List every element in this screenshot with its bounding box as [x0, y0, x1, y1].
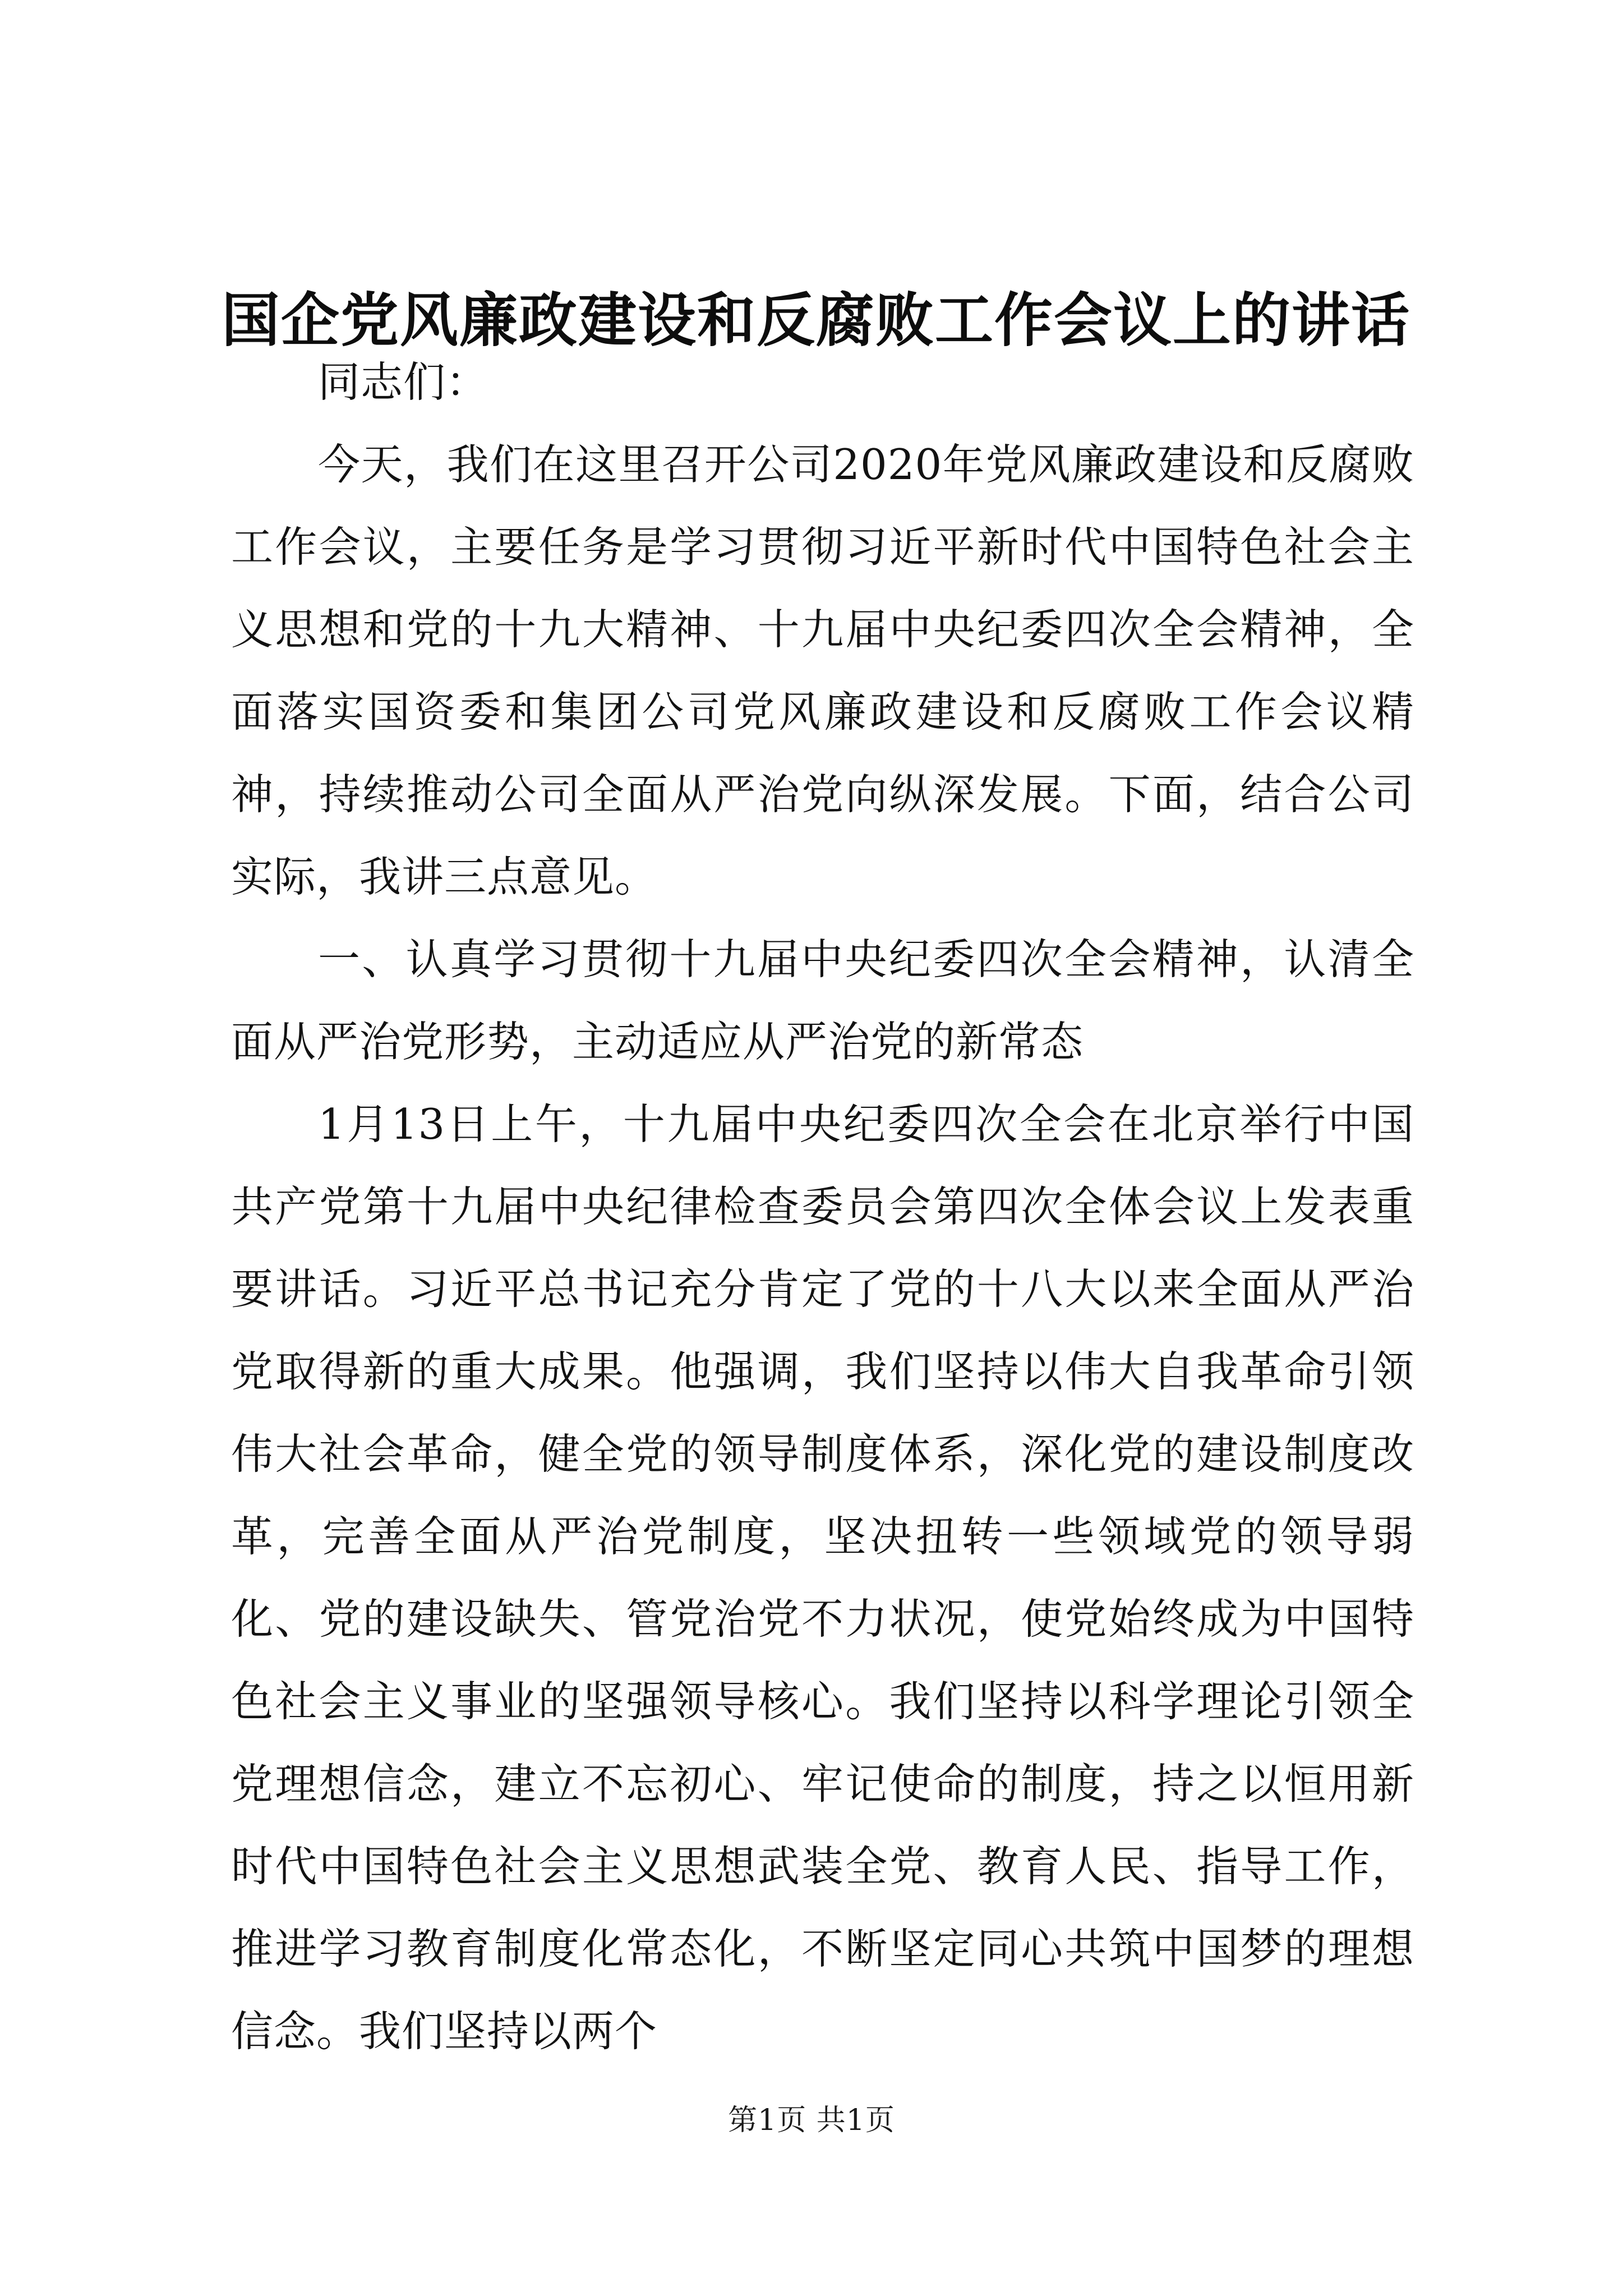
document-body — [231, 341, 1414, 2073]
document-title: 国企党风廉政建设和反腐败工作会议上的讲话 — [222, 286, 1411, 355]
salutation-paragraph: 同志们： — [318, 357, 489, 407]
section-heading-paragraph: 一、认真学习贯彻十九届中央纪委四次全会精神，认清全面从严治党形势，主动适应从严治党的新常态 — [231, 935, 1414, 1066]
body-paragraph: 1月13日上午，十九届中央纪委四次全会在北京举行中国共产党第十九届中央纪律检查委员会第四次全体会议上发表重要讲话。习近平总书记充分肯定了党的十八大以来全面从严治党取得新的重大成果。他强调，我们坚持以伟大自我革命引领伟大社会革命，健全党的领导制度体系，深化党的建设制度改革，完善全面从严治党制度，坚决扭转一些领域党的领导弱化、党的建设缺失、管党治党不力状况，使党始终成为中国特色社会主义事业的坚强领导核心。我们坚持以科学理论引领全党理想信念，建立不忘初心、牢记使命的制度，持之以恒用新时代中国特色社会主义思想武装全党、教育人民、指导工作，推进学习教育制度化常态化，不断坚定同心共筑中国梦的理想信念。我们坚持以两个 — [231, 1099, 1414, 2056]
page-footer: 第1页 共1页 — [728, 2104, 895, 2137]
intro-paragraph: 今天，我们在这里召开公司2020年党风廉政建设和反腐败工作会议，主要任务是学习贯彻习近平新时代中国特色社会主义思想和党的十九大精神、十九届中央纪委四次全会精神，全面落实国资委和集团公司党风廉政建设和反腐败工作会议精神，持续推动公司全面从严治党向纵深发展。下面，结合公司实际，我讲三点意见。 — [231, 440, 1414, 901]
